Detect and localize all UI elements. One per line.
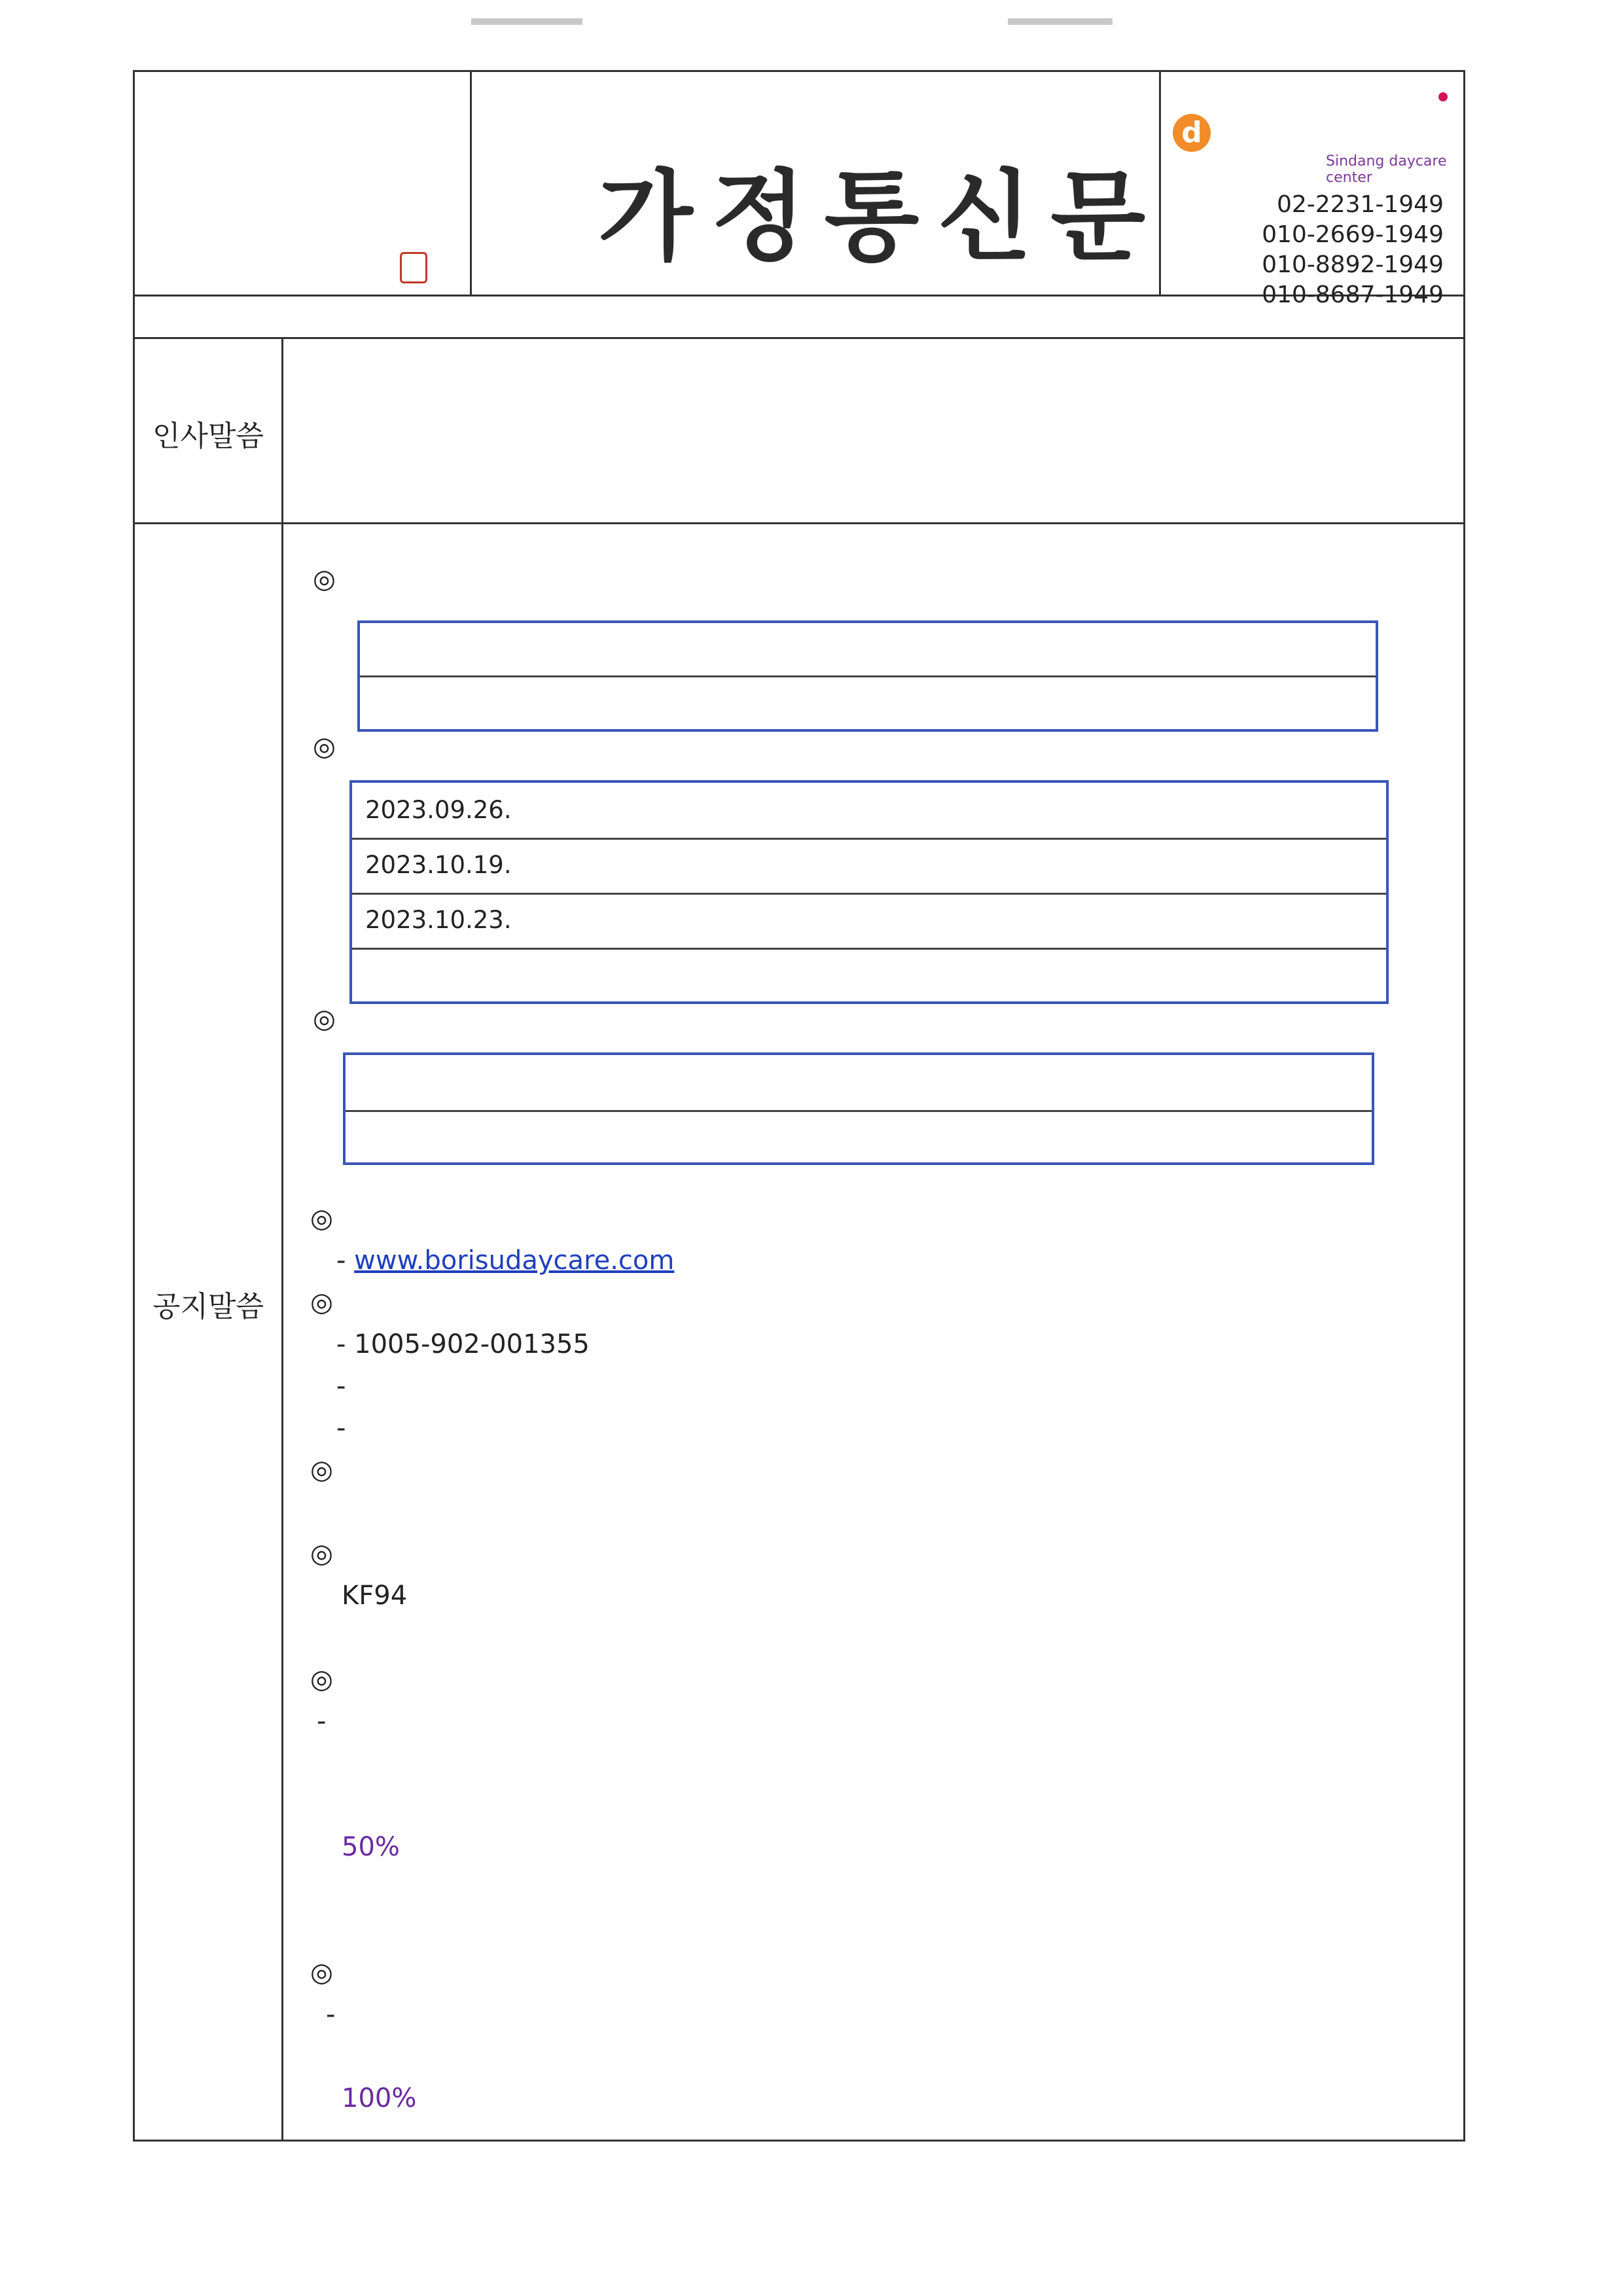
no-show-line: - xyxy=(317,1706,327,1736)
event-detail: 2023.10.23. xyxy=(365,906,512,934)
contact-number: 010-8892-1949 xyxy=(1262,251,1444,278)
no-show-line xyxy=(310,1742,400,1784)
divider-greeting xyxy=(135,522,1463,524)
community-heading xyxy=(313,1004,343,1034)
other-institution-line: - xyxy=(326,2000,336,2030)
event-row xyxy=(352,906,1386,934)
other-institution-note xyxy=(310,1952,416,2119)
double-circle-icon: ◎ xyxy=(310,1539,333,1569)
homepage-link[interactable]: www.borisudaycare.com xyxy=(354,1246,675,1276)
greeting-label: 인사말씀 xyxy=(152,420,264,453)
billing-account: 1005-902-001355 xyxy=(354,1329,590,1359)
double-circle-icon: ◎ xyxy=(310,1455,333,1485)
scan-mark-right xyxy=(1008,18,1113,25)
events-box xyxy=(349,780,1389,1004)
divider-label-column xyxy=(281,337,283,2142)
corp-dot-icon xyxy=(1438,92,1448,101)
logo-seal-icon xyxy=(400,252,427,283)
event-detail: 2023.10.19. xyxy=(365,851,512,879)
no-show-note xyxy=(310,1659,400,1952)
event-row xyxy=(352,796,1386,824)
other-institution-line xyxy=(310,2036,416,2077)
event-row xyxy=(352,851,1386,879)
corp-name xyxy=(1438,89,1452,105)
center-brand xyxy=(1161,76,1463,370)
scan-mark-left xyxy=(471,18,582,25)
no-show-line xyxy=(310,1784,400,1826)
mask-note xyxy=(310,1533,407,1659)
holiday-row-divider xyxy=(360,675,1376,677)
divider-logo-title xyxy=(470,72,472,295)
event-row-divider xyxy=(352,948,1386,950)
billing-line: - xyxy=(336,1371,346,1401)
other-institution-percent: 100% xyxy=(342,2083,417,2113)
double-circle-icon: ◎ xyxy=(313,732,336,762)
notice-label: 공지말씀 xyxy=(152,1290,264,1323)
billing-note xyxy=(310,1282,590,1449)
contact-item xyxy=(1259,220,1444,250)
valuables-line xyxy=(310,1491,342,1533)
event-detail: 2023.09.26. xyxy=(365,796,512,824)
billing-line: - 1005-902-001355 xyxy=(336,1329,590,1359)
double-circle-icon: ◎ xyxy=(313,1004,336,1034)
contact-item xyxy=(1259,190,1444,220)
double-circle-icon: ◎ xyxy=(310,1958,333,1988)
event-row-divider xyxy=(352,838,1386,840)
newsletter-frame xyxy=(133,70,1465,2142)
brand-mark-icon: d xyxy=(1173,114,1211,152)
double-circle-icon: ◎ xyxy=(310,1287,333,1318)
page-title: 가정통신문 xyxy=(597,160,1164,274)
no-show-line xyxy=(310,1910,400,1952)
contact-item xyxy=(1259,280,1444,310)
double-circle-icon: ◎ xyxy=(310,1204,333,1234)
community-row-divider xyxy=(346,1110,1372,1112)
mask-line xyxy=(310,1617,407,1659)
community-box xyxy=(343,1052,1374,1165)
contact-number: 010-8687-1949 xyxy=(1262,281,1444,308)
contact-number: 02-2231-1949 xyxy=(1276,191,1444,218)
district-logo xyxy=(194,118,429,295)
contact-list xyxy=(1259,190,1444,310)
holiday-box xyxy=(357,620,1378,732)
no-show-line xyxy=(310,1868,400,1910)
event-row-divider xyxy=(352,893,1386,895)
holiday-heading xyxy=(313,564,343,594)
events-heading xyxy=(313,732,343,762)
billing-line: - xyxy=(336,1413,346,1443)
contact-number: 010-2669-1949 xyxy=(1262,221,1444,248)
valuables-note xyxy=(310,1449,342,1533)
brand-name-en: Sindang daycare center xyxy=(1326,153,1447,186)
mask-type: KF94 xyxy=(342,1581,408,1611)
double-circle-icon: ◎ xyxy=(313,564,336,594)
contact-item xyxy=(1259,250,1444,280)
homepage-note: ◎ - www.borisudaycare.com xyxy=(310,1204,675,1276)
double-circle-icon: ◎ xyxy=(310,1664,333,1695)
no-show-percent: 50% xyxy=(342,1832,400,1862)
